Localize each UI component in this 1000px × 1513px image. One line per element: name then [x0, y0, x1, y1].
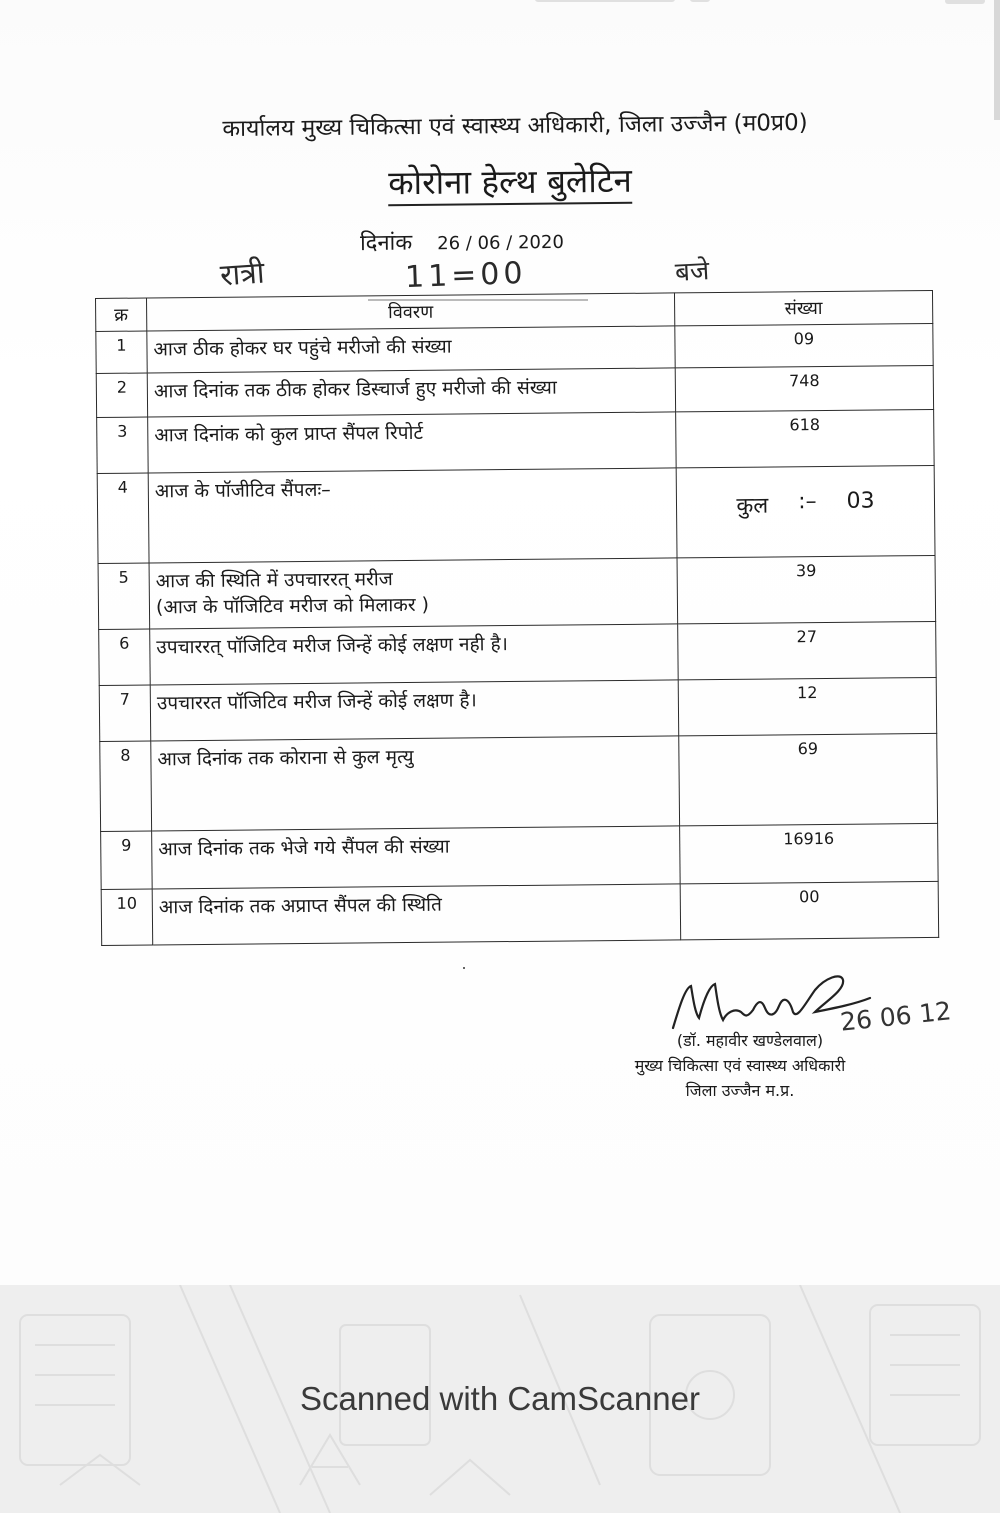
- row-count: 09: [675, 323, 933, 367]
- camscanner-label: Scanned with CamScanner: [300, 1380, 700, 1417]
- header-sn: क्र: [96, 298, 147, 331]
- table-row: [101, 881, 938, 945]
- row-description: आज दिनांक तक भेजे गये सैंपल की संख्या: [152, 826, 681, 889]
- row-description: आज दिनांक तक कोराना से कुल मृत्यु: [151, 736, 680, 831]
- row-sn: 10: [101, 889, 153, 945]
- row-description: उपचाररत पॉजिटिव मरीज जिन्हें कोई लक्षण है।: [150, 680, 679, 741]
- row-count: 12: [678, 677, 937, 735]
- bulletin-table: [95, 290, 939, 946]
- row-sn: 1: [96, 331, 147, 373]
- row-sn: 4: [97, 473, 149, 563]
- handwritten-baje: बजे: [674, 256, 711, 288]
- total-value: 03: [846, 488, 875, 514]
- row-count: 618: [676, 409, 935, 467]
- row-description: आज के पॉजीटिव सैंपलः–: [148, 468, 677, 563]
- header-count: संख्या: [674, 290, 932, 325]
- scan-edge-mark: [945, 0, 985, 4]
- scan-edge-mark: [690, 0, 710, 2]
- row-count: 27: [678, 621, 937, 679]
- scan-edge-shadow: [994, 0, 1000, 120]
- row-description-main: आज की स्थिति में उपचाररत् मरीज: [155, 568, 393, 593]
- row-sn: 6: [99, 629, 151, 685]
- scan-edge-mark: [535, 0, 675, 2]
- officer-block: [600, 1028, 880, 1103]
- table-row: [98, 555, 936, 629]
- table-row: [99, 677, 936, 741]
- total-label: कुल: [736, 493, 769, 519]
- row-sn: 9: [101, 831, 153, 889]
- row-description: आज दिनांक को कुल प्राप्त सैंपल रिपोर्ट: [148, 412, 677, 473]
- date-row: [360, 225, 564, 257]
- row-count-cell: [676, 465, 935, 557]
- bulletin-title: कोरोना हेल्थ बुलेटिन: [370, 157, 650, 205]
- row-count: 748: [675, 365, 933, 411]
- header-description: विवरण: [147, 293, 675, 331]
- office-heading: कार्यालय मुख्य चिकित्सा एवं स्वास्थ्य अधिकारी, जिला उज्जैन (म0प्र0): [222, 109, 808, 143]
- row-sn: 7: [99, 685, 151, 741]
- row-count: 16916: [680, 823, 939, 883]
- row-count: 00: [680, 881, 939, 939]
- officer-name: (डॉ. महावीर खण्डेलवाल): [676, 1031, 824, 1050]
- row-sn: 3: [97, 417, 149, 473]
- officer-designation: मुख्य चिकित्सा एवं स्वास्थ्य अधिकारी: [634, 1056, 846, 1075]
- total-separator: :–: [798, 489, 817, 515]
- handwritten-time: 11=00: [404, 255, 528, 296]
- row-description: उपचाररत् पॉजिटिव मरीज जिन्हें कोई लक्षण नही है।: [150, 624, 679, 685]
- date-label: दिनांक: [359, 230, 413, 257]
- table-row: [99, 621, 936, 685]
- date-value: 26 / 06 / 2020: [437, 231, 564, 255]
- table-row: [101, 823, 939, 889]
- row-sn: 2: [96, 373, 147, 417]
- row-count: 39: [677, 555, 936, 623]
- row-description: आज ठीक होकर घर पहुंचे मरीजो की संख्या: [147, 326, 675, 373]
- row-description: आज दिनांक तक ठीक होकर डिस्चार्ज हुए मरीजो की संख्या: [147, 368, 675, 417]
- row-description: आज दिनांक तक अप्राप्त सैंपल की स्थिति: [152, 884, 681, 945]
- table-row: [97, 465, 935, 563]
- row-description: [149, 558, 678, 629]
- total-positive: [683, 488, 928, 520]
- row-description-note: (आज के पॉजिटिव मरीज को मिलाकर ): [155, 593, 430, 619]
- signature-date: 26 06 12: [838, 996, 953, 1037]
- bulletin-table-wrap: [95, 290, 939, 946]
- handwritten-ratri: रात्री: [218, 255, 266, 294]
- row-count: 69: [679, 733, 938, 825]
- table-row: [97, 409, 934, 473]
- stray-dot: [463, 967, 465, 969]
- row-sn: 5: [98, 563, 150, 629]
- officer-district: जिला उज्जैन म.प्र.: [685, 1081, 795, 1100]
- row-sn: 8: [100, 741, 152, 831]
- table-row: [100, 733, 938, 831]
